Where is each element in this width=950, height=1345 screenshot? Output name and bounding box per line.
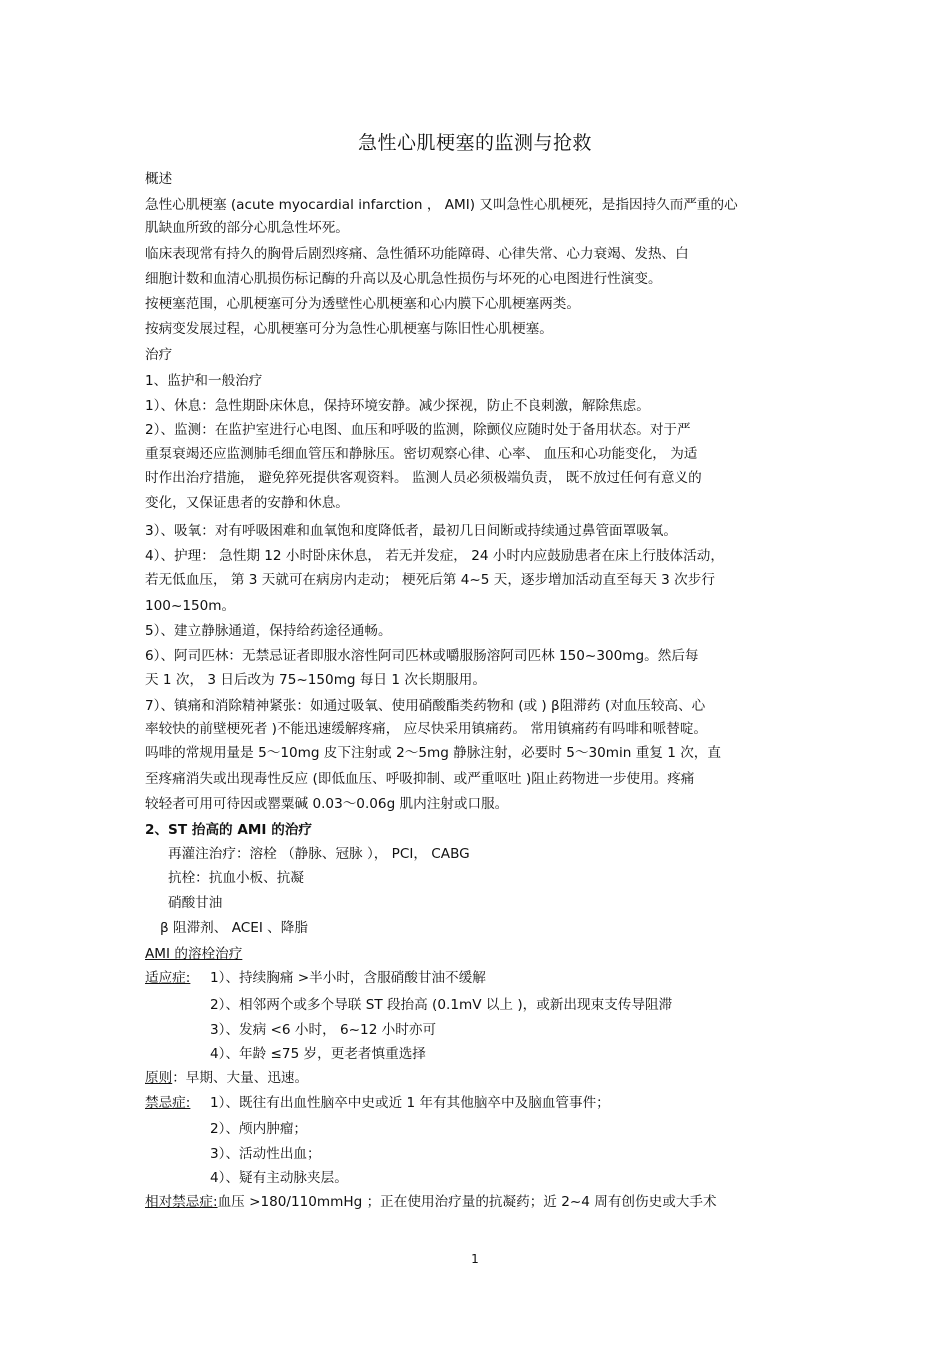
text-line: 天 1 次， 3 日后改为 75~150mg 每日 1 次长期服用。: [145, 672, 486, 688]
label-colon: ：: [172, 1070, 186, 1086]
relative-contra-line: [145, 1193, 717, 1211]
principle-line: [145, 1069, 308, 1087]
text-line: 率较快的前壁梗死者 )不能迅速缓解疼痛， 应尽快采用镇痛药。 常用镇痛药有吗啡和哌替啶。: [145, 721, 708, 737]
subheading-thrombolysis: AMI 的溶栓治疗: [145, 946, 243, 962]
section-heading-treatment: 治疗: [145, 347, 173, 363]
text-line: 至疼痛消失或出现毒性反应 (即低血压、呼吸抑制、或严重呕吐 )阻止药物进一步使用。疼痛: [145, 771, 695, 787]
text-line: 急性心肌梗塞 (acute myocardial infarction ， AMI) 又叫急性心肌梗死，是指因持久而严重的心: [145, 197, 738, 213]
text-line: 较轻者可用可待因或罂粟碱 0.03～0.06g 肌内注射或口服。: [145, 796, 509, 812]
list-item: 1）、既往有出血性脑卒中史或近 1 年有其他脑卒中及脑血管事件；: [210, 1095, 610, 1111]
text-line: 2）、监测：在监护室进行心电图、血压和呼吸的监测，除颤仪应随时处于备用状态。对于严: [145, 422, 691, 438]
text-line: 变化，又保证患者的安静和休息。: [145, 495, 349, 511]
text-line: 5）、建立静脉通道，保持给药途径通畅。: [145, 623, 392, 639]
text-line: 按梗塞范围，心肌梗塞可分为透壁性心肌梗塞和心内膜下心肌梗塞两类。: [145, 296, 580, 312]
text-line: 吗啡的常规用量是 5～10mg 皮下注射或 2～5mg 静脉注射，必要时 5～30min 重复 1 次，直: [145, 745, 721, 761]
text-line: 细胞计数和血清心肌损伤标记酶的升高以及心肌急性损伤与坏死的心电图进行性演变。: [145, 271, 662, 287]
text-line: 按病变发展过程，心肌梗塞可分为急性心肌梗塞与陈旧性心肌梗塞。: [145, 321, 553, 337]
text-line: 3）、吸氧：对有呼吸困难和血氧饱和度降低者，最初几日间断或持续通过鼻管面罩吸氧。: [145, 523, 678, 539]
list-item: 抗栓：抗血小板、抗凝: [168, 870, 304, 886]
text-line: 重泵衰竭还应监测肺毛细血管压和静脉压。密切观察心律、心率、 血压和心功能变化， 为适: [145, 446, 698, 462]
list-item: 3）、活动性出血；: [210, 1146, 321, 1162]
text-line: 时作出治疗措施， 避免猝死提供客观资料。 监测人员必须极端负责， 既不放过任何有意义的: [145, 470, 702, 486]
page-number: 1: [471, 1252, 479, 1266]
text-line: 7）、镇痛和消除精神紧张：如通过吸氧、使用硝酸酯类药物和 (或 ) β阻滞药 (对血压较高、心: [145, 698, 706, 714]
relative-contra-text: 血压 >180/110mmHg ；正在使用治疗量的抗凝药；近 2~4 周有创伤史或大手术: [217, 1194, 717, 1210]
subheading-st-elevation: 2、ST 抬高的 AMI 的治疗: [145, 822, 312, 838]
list-item: 4）、疑有主动脉夹层。: [210, 1170, 348, 1186]
principle-text: 早期、大量、迅速。: [185, 1070, 309, 1086]
list-item: 2）、相邻两个或多个导联 ST 段抬高 (0.1mV 以上 )，或新出现束支传导阻滞: [210, 997, 673, 1013]
section-heading-overview: 概述: [145, 171, 173, 187]
label-indications: 适应症:: [145, 970, 191, 986]
label-contraindications: 禁忌症:: [145, 1095, 191, 1111]
list-item: 2）、颅内肿瘤；: [210, 1121, 308, 1137]
list-item: 再灌注治疗：溶栓 （静脉、冠脉 ）， PCI， CABG: [168, 846, 470, 862]
document-title: 急性心肌梗塞的监测与抢救: [357, 132, 592, 154]
label-principle: 原则: [145, 1070, 173, 1086]
text-line: 若无低血压， 第 3 天就可在病房内走动； 梗死后第 4~5 天，逐步增加活动直至每天 3 次步行: [145, 572, 715, 588]
list-item: 硝酸甘油: [168, 895, 223, 911]
list-item: β 阻滞剂、 ACEI 、降脂: [160, 920, 308, 936]
text-line: 4）、护理： 急性期 12 小时卧床休息， 若无并发症， 24 小时内应鼓励患者在床上行肢体活动，: [145, 548, 724, 564]
list-item: 4）、年龄 ≤75 岁，更老者慎重选择: [210, 1046, 426, 1062]
text-line: 6）、阿司匹林：无禁忌证者即服水溶性阿司匹林或嚼服肠溶阿司匹林 150~300mg。然后每: [145, 648, 699, 664]
subheading: 1、监护和一般治疗: [145, 373, 263, 389]
text-line: 临床表现常有持久的胸骨后剧烈疼痛、急性循环功能障碍、心律失常、心力衰竭、发热、白: [145, 246, 689, 262]
list-item: 1）、持续胸痛 >半小时，含服硝酸甘油不缓解: [210, 970, 486, 986]
label-relative-contraindications: 相对禁忌症:: [145, 1194, 218, 1210]
text-line: 1）、休息：急性期卧床休息，保持环境安静。减少探视，防止不良刺激，解除焦虑。: [145, 398, 650, 414]
list-item: 3）、发病 <6 小时， 6~12 小时亦可: [210, 1022, 437, 1038]
text-line: 肌缺血所致的部分心肌急性坏死。: [145, 220, 349, 236]
text-line: 100~150m。: [145, 598, 236, 614]
